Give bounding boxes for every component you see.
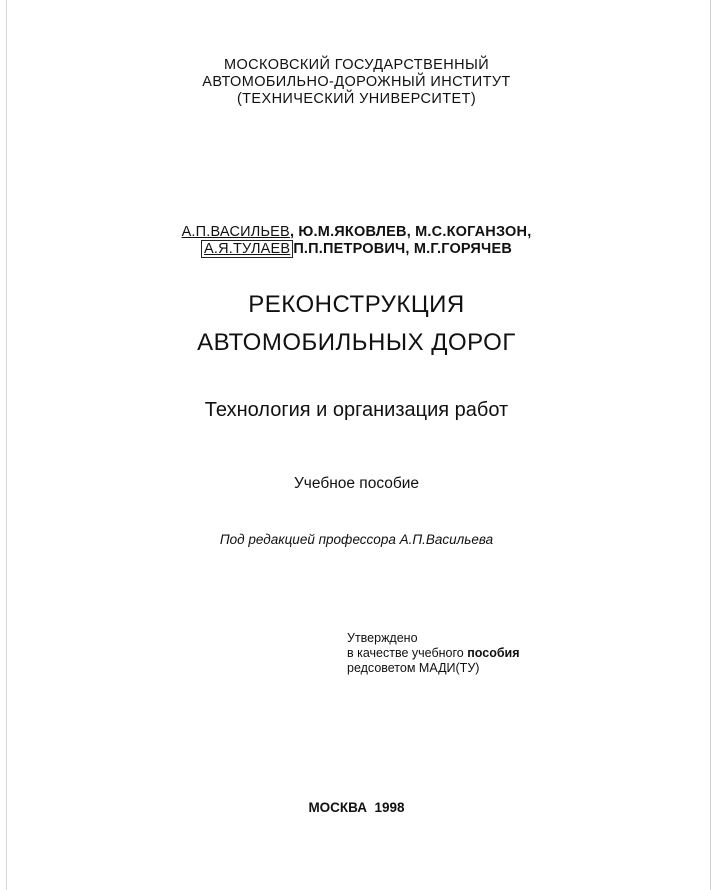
approval-line-2-start: в качестве учебного bbox=[347, 646, 464, 660]
authors-line-2: А.Я.ТУЛАЕВ П.П.ПЕТРОВИЧ, М.Г.ГОРЯЧЕВ bbox=[0, 241, 713, 258]
institute-line-2: АВТОМОБИЛЬНО-ДОРОЖНЫЙ ИНСТИТУТ bbox=[202, 74, 511, 90]
approval-line-1: Утверждено bbox=[347, 631, 418, 645]
approval-line-3: редсоветом МАДИ(ТУ) bbox=[347, 661, 480, 675]
approval-note bbox=[347, 631, 520, 676]
approval-line-2 bbox=[347, 646, 520, 661]
imprint bbox=[0, 799, 713, 817]
page-edge-right bbox=[710, 0, 711, 890]
author-name: А.П.ВАСИЛЬЕВ bbox=[181, 224, 290, 240]
book-title bbox=[0, 286, 713, 362]
approval-line-2-end: пособия bbox=[467, 646, 520, 660]
document-type: Учебное пособие bbox=[293, 475, 420, 492]
institute-header bbox=[0, 57, 713, 108]
authors-block bbox=[0, 224, 713, 258]
author-name: Ю.М.ЯКОВЛЕВ bbox=[298, 224, 407, 240]
book-title-line-1: РЕКОНСТРУКЦИЯ bbox=[248, 291, 465, 318]
book-title-line-2: АВТОМОБИЛЬНЫХ ДОРОГ bbox=[197, 329, 516, 356]
institute-line-3: (ТЕХНИЧЕСКИЙ УНИВЕРСИТЕТ) bbox=[236, 91, 477, 107]
book-subtitle: Технология и организация работ bbox=[204, 399, 509, 421]
editor-credit: Под редакцией профессора А.П.Васильева bbox=[219, 532, 494, 547]
author-name-boxed: А.Я.ТУЛАЕВ bbox=[201, 240, 293, 258]
authors-line-1: А.П.ВАСИЛЬЕВ, Ю.М.ЯКОВЛЕВ, М.С.КОГАНЗОН, bbox=[181, 224, 532, 240]
author-name: М.Г.ГОРЯЧЕВ bbox=[413, 241, 512, 257]
imprint-city: МОСКВА bbox=[308, 800, 367, 815]
imprint-year: 1998 bbox=[374, 800, 405, 815]
author-name: П.П.ПЕТРОВИЧ bbox=[293, 241, 406, 257]
institute-line-1: МОСКОВСКИЙ ГОСУДАРСТВЕННЫЙ bbox=[223, 57, 490, 73]
page-edge-left bbox=[6, 0, 7, 890]
author-name: М.С.КОГАНЗОН bbox=[415, 224, 528, 240]
